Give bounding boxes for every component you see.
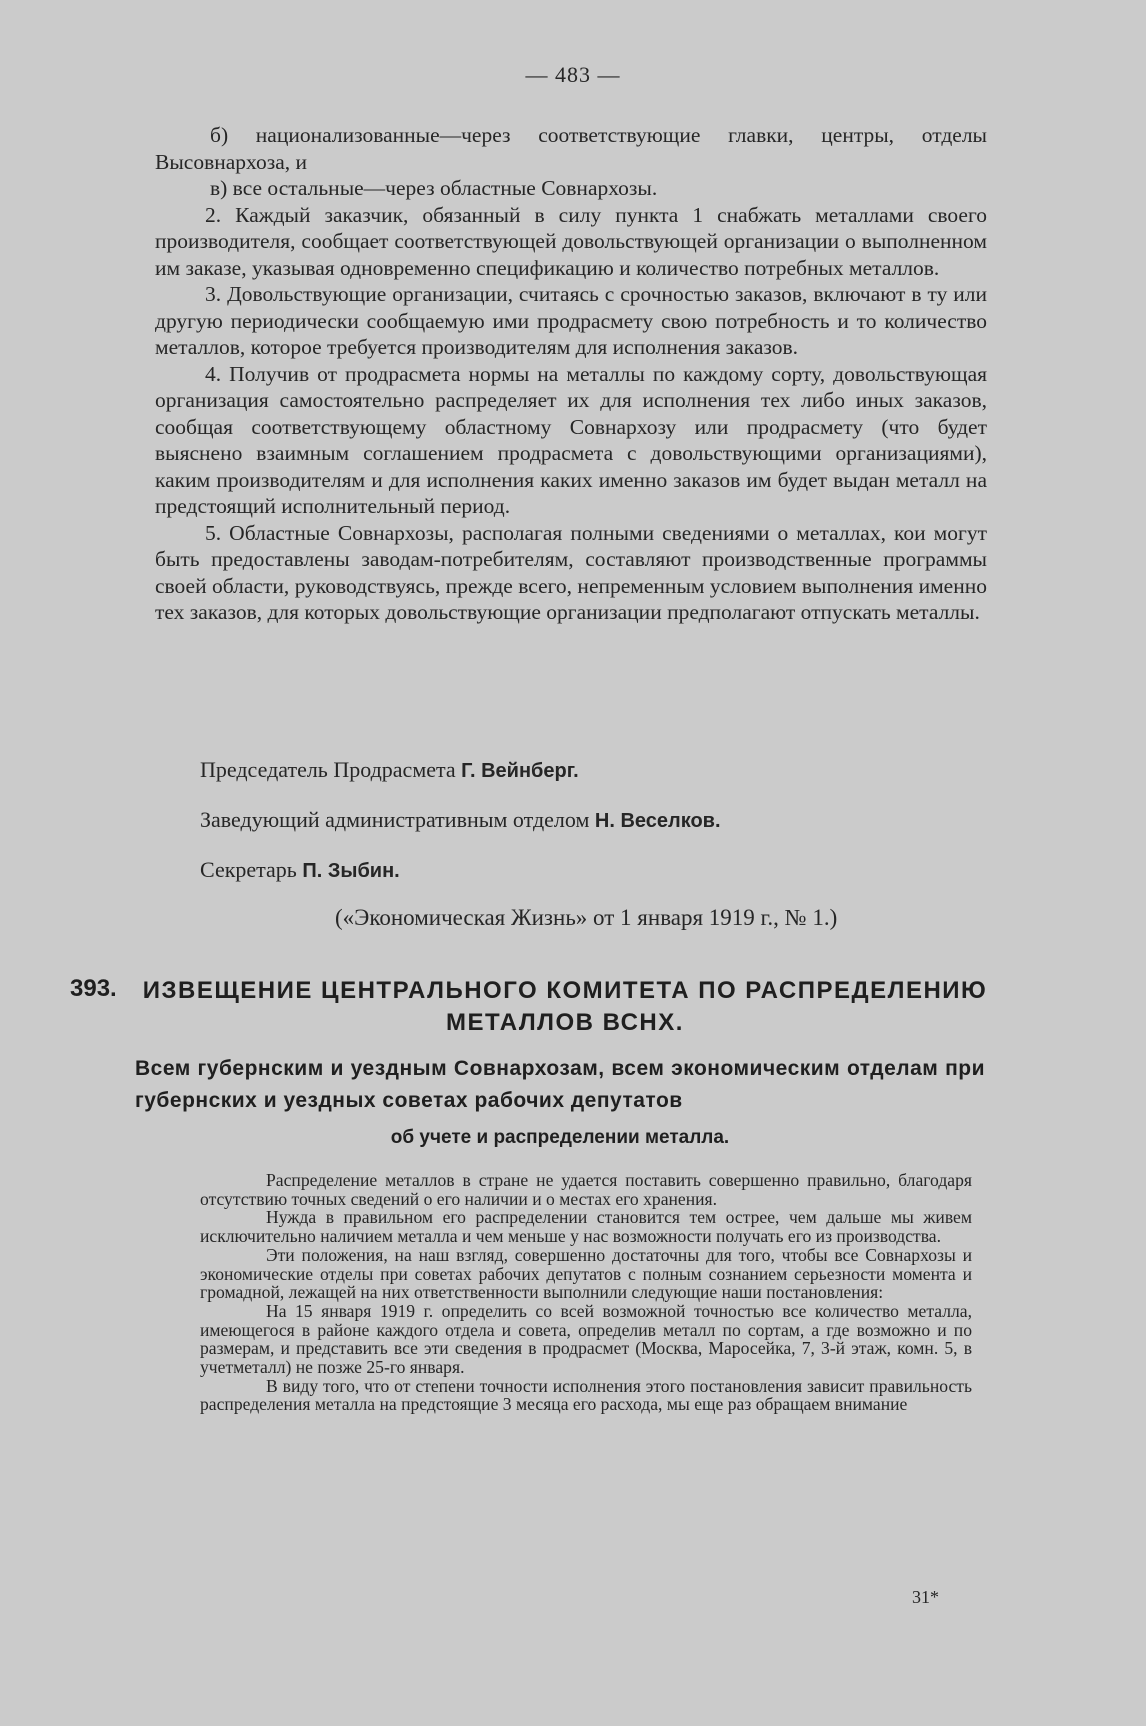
signature-name: П. Зыбин. bbox=[302, 860, 400, 882]
lower-paragraph-1: Распределение металлов в стране не удается поставить совершенно правильно, благодаря отсутствию точных сведений о его наличии и о местах его хранения. bbox=[200, 1170, 972, 1209]
document-number: 393. bbox=[70, 975, 117, 1002]
signature-chairman bbox=[200, 757, 980, 807]
paragraph-v: в) все остальные—через областные Совнархозы. bbox=[210, 176, 658, 200]
lower-text-block bbox=[200, 1171, 972, 1414]
paragraph-3: 3. Довольствующие организации, считаясь с срочностью заказов, включают в ту или другую периодически сообщаемую ими продрасмету свою потребность и то количество металлов, которое требуется производителям для исполнения заказов. bbox=[155, 282, 987, 359]
signatures bbox=[200, 757, 980, 907]
signature-secretary bbox=[200, 857, 980, 907]
signature-head-of-department bbox=[200, 807, 980, 857]
paragraph-b: б) национализованные—через соответствующие главки, центры, отделы Высовнархоза, и bbox=[155, 123, 987, 174]
source-citation: («Экономическая Жизнь» от 1 января 1919 г., № 1.) bbox=[335, 905, 838, 930]
paragraph-4: 4. Получив от продрасмета нормы на металлы по каждому сорту, довольствующая организация самостоятельно распределяет их для исполнения тех либо иных заказов, сообщая соответствующему областному Совнархозу или продрасмету (что будет выяснено взаимным соглашением продрасмета с довольствующими организациями), каким производителям и для исполнения каких именно заказов им будет выдан металл на предстоящий исполнительный период. bbox=[155, 361, 987, 518]
signature-title: Секретарь bbox=[200, 857, 297, 882]
document-subtitle: об учете и распределении металла. bbox=[390, 1127, 730, 1148]
document-title: ИЗВЕЩЕНИЕ ЦЕНТРАЛЬНОГО КОМИТЕТА ПО РАСПРЕДЕЛЕНИЮ МЕТАЛЛОВ ВСНХ. bbox=[142, 977, 988, 1036]
lower-paragraph-5: В виду того, что от степени точности исполнения этого постановления зависит правильность распределения металла на предстоящие 3 месяца его расхода, мы еще раз обращаем внимание bbox=[200, 1375, 972, 1415]
lower-paragraph-3: Эти положения, на наш взгляд, совершенно достаточны для того, чтобы все Совнархозы и экономические отделы при советах рабочих депутатов с полным сознанием серьезности момента и громадной, лежащей на них ответственности выполнили следующие наши постановления: bbox=[200, 1244, 972, 1303]
upper-text-block bbox=[155, 122, 987, 626]
signature-title: Заведующий административным отделом bbox=[200, 807, 590, 832]
signature-name: Г. Вейнберг. bbox=[461, 760, 579, 782]
page-number: — 483 — bbox=[525, 62, 621, 87]
folio-mark: 31* bbox=[912, 1587, 939, 1607]
lower-paragraph-2: Нужда в правильном его распределении становится тем острее, чем дальше мы живем исключительно наличием металла и чем меньше у нас возможности получать его из производства. bbox=[200, 1207, 972, 1247]
lower-paragraph-4: На 15 января 1919 г. определить со всей возможной точностью все количество металла, имеющегося в районе каждого отдела и совета, определив металл по сортам, а где возможно и по размерам, и представить все эти сведения в продрасмет (Москва, Маросейка, 7, 3-й этаж, комн. 5, в учетметалл) не позже 25-го января. bbox=[200, 1300, 972, 1378]
document-address: Всем губернским и уездным Совнархозам, всем экономическим отделам при губернских и уездных советах рабочих депутатов bbox=[135, 1057, 985, 1112]
paragraph-2: 2. Каждый заказчик, обязанный в силу пункта 1 снабжать металлами своего производителя, сообщает соответствующей довольствующей организации о выполненном им заказе, указывая одновременно спецификацию и количество потребных металлов. bbox=[155, 202, 987, 280]
paragraph-5: 5. Областные Совнархозы, располагая полными сведениями о металлах, кои могут быть предоставлены заводам-потребителям, составляют производственные программы своей области, руководствуясь, прежде всего, непременным условием выполнения именно тех заказов, для которых довольствующие организации предполагают отпускать металлы. bbox=[155, 520, 987, 624]
signature-name: Н. Веселков. bbox=[594, 810, 721, 832]
signature-title: Председатель Продрасмета bbox=[200, 757, 456, 782]
